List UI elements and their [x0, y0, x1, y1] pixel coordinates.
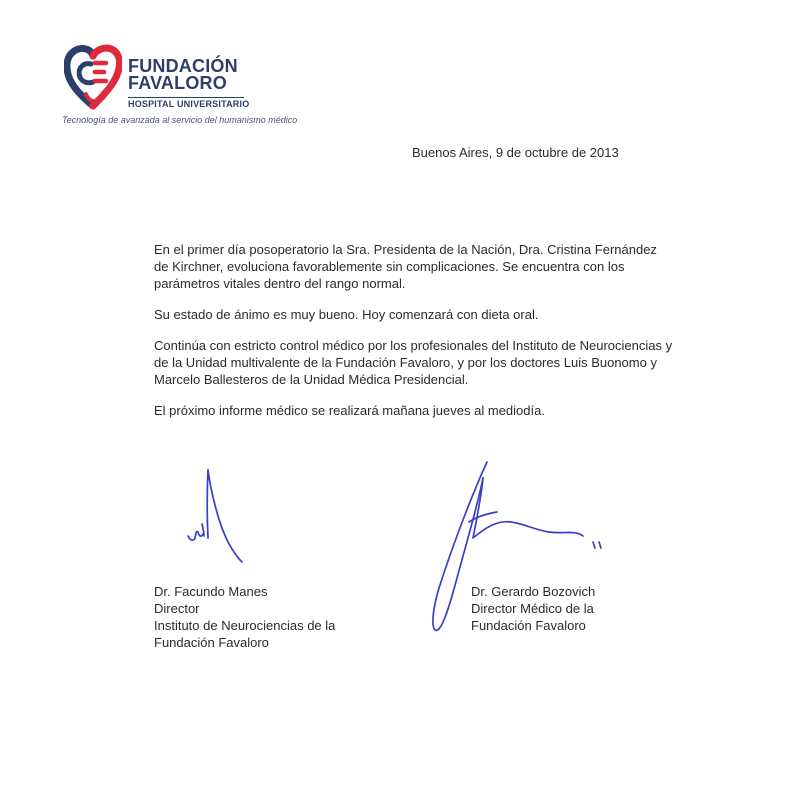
letterhead-logo: [62, 44, 322, 134]
signatory-title: Director Médico de la: [471, 601, 594, 616]
signatory-manes: [154, 583, 335, 651]
organization-name: [128, 58, 238, 92]
organization-name-line2: FAVALORO: [128, 73, 227, 93]
organization-name-line1: FUNDACIÓN: [128, 56, 238, 76]
paragraph-2: Su estado de ánimo es muy bueno. Hoy comenzará con dieta oral.: [154, 307, 539, 322]
organization-tagline: Tecnología de avanzada al servicio del humanismo médico: [62, 115, 298, 125]
letter-date: Buenos Aires, 9 de octubre de 2013: [412, 145, 619, 160]
organization-subtitle: HOSPITAL UNIVERSITARIO: [128, 99, 250, 109]
paragraph-3: Continúa con estricto control médico por los profesionales del Instituto de Neurociencias y de la Unidad multivalente de la Fundación Favaloro, y por los doctores Luis Buonomo y Marcelo Ballesteros de la Unidad Médica Presidencial.: [154, 338, 673, 387]
paragraph-1: En el primer día posoperatorio la Sra. Presidenta de la Nación, Dra. Cristina Fernández de Kirchner, evoluciona favorablemente sin complicaciones. Se encuentra con los parámetros vitales dentro del rango normal.: [154, 242, 657, 291]
signatory-bozovich: [471, 583, 595, 634]
signatory-name: Dr. Facundo Manes: [154, 584, 268, 599]
signatory-title: Director: [154, 601, 200, 616]
signatory-org-line1: Instituto de Neurociencias de la: [154, 618, 336, 633]
signature-manes: [180, 462, 260, 572]
signatory-name: Dr. Gerardo Bozovich: [471, 584, 596, 599]
signatory-org-line1: Fundación Favaloro: [471, 618, 586, 633]
letter-body: [154, 241, 674, 433]
favaloro-heart-logo-icon: [64, 44, 122, 110]
paragraph-4: El próximo informe médico se realizará mañana jueves al mediodía.: [154, 403, 545, 418]
signatory-org-line2: Fundación Favaloro: [154, 635, 269, 650]
